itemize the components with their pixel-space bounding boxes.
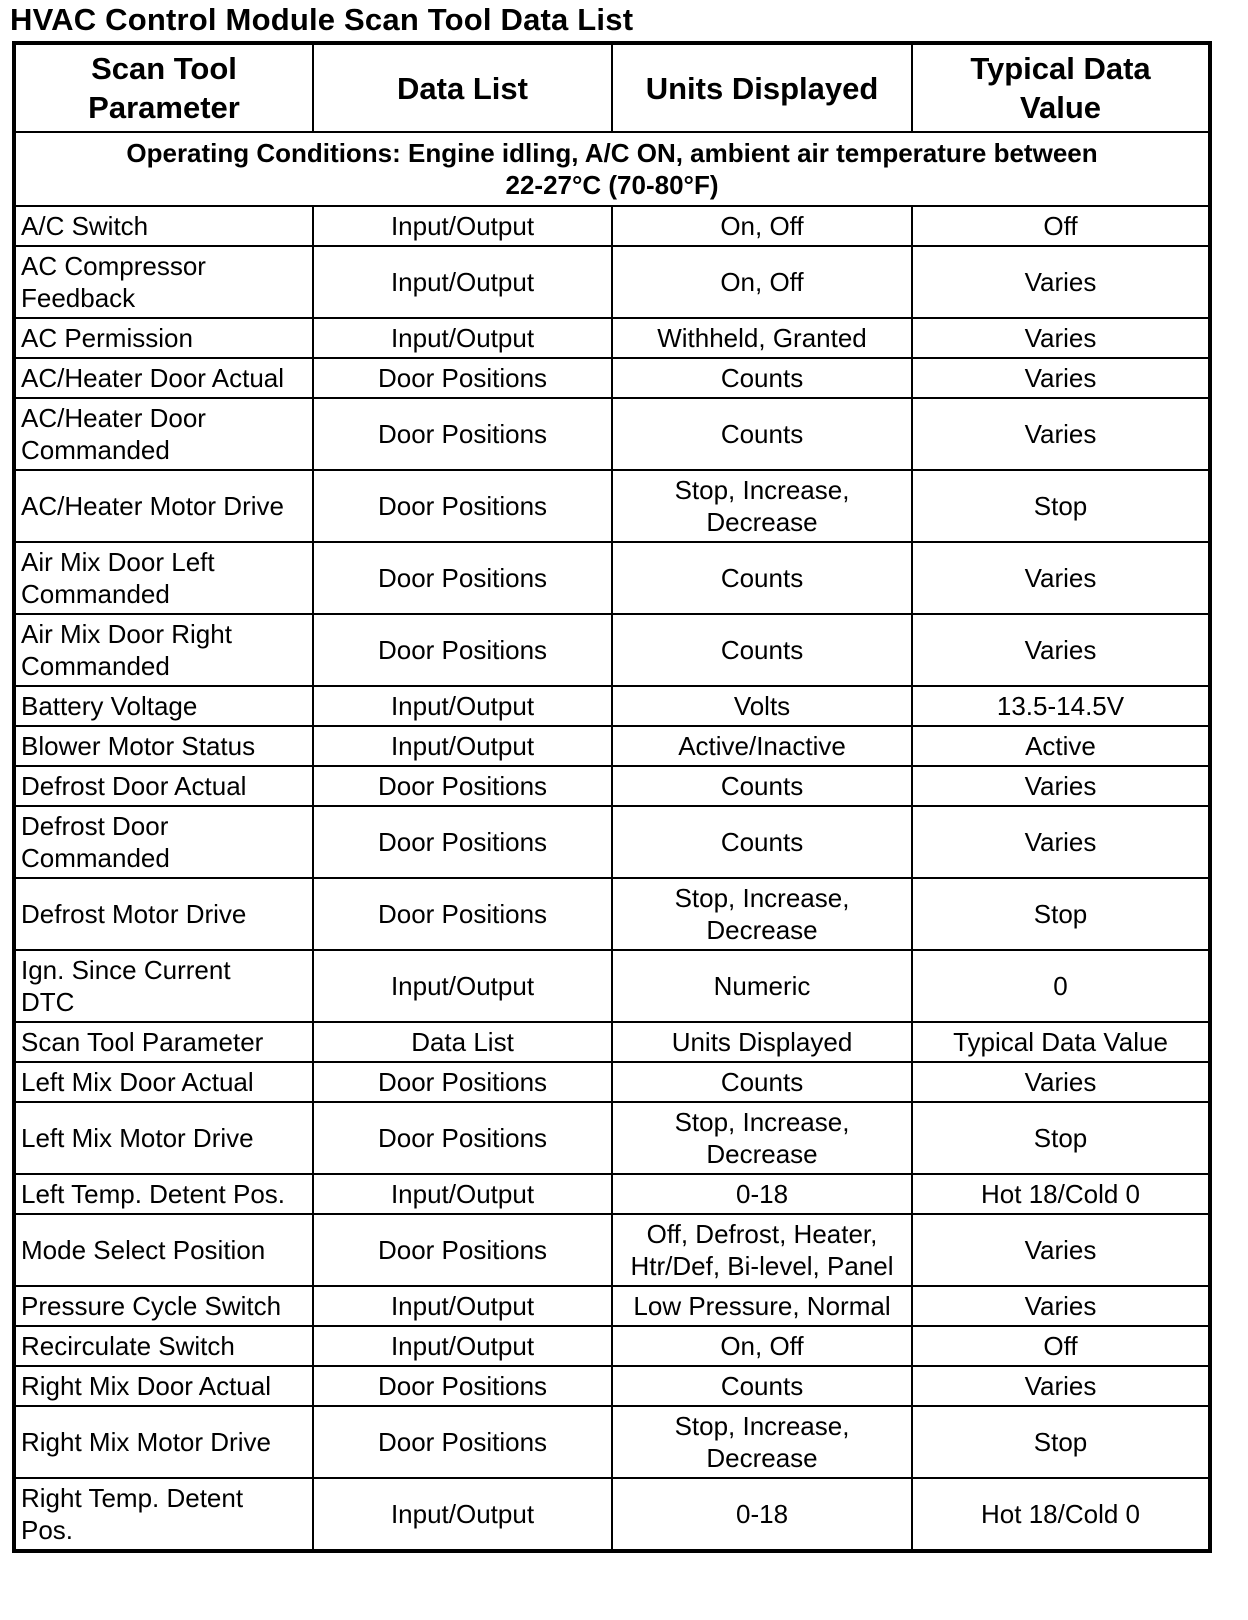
table-row (14, 542, 1210, 614)
cell-data-list: Door Positions (313, 1214, 612, 1286)
cell-data-list: Input/Output (313, 1174, 612, 1214)
cell-text: Right Mix Door Actual (21, 1371, 271, 1401)
cell-typical-value: Typical Data Value (912, 1022, 1210, 1062)
cell-text: Counts (720, 563, 804, 593)
cell-data-list: Input/Output (313, 726, 612, 766)
cell-units (612, 1022, 912, 1062)
cell-typical-value: 13.5-14.5V (912, 686, 1210, 726)
cell-typical-value: Hot 18/Cold 0 (912, 1174, 1210, 1214)
header-units-displayed: Units Displayed (612, 43, 912, 132)
cell-units (612, 1366, 912, 1406)
cell-parameter (14, 614, 313, 686)
cell-parameter (14, 686, 313, 726)
cell-units (612, 1406, 912, 1478)
cell-text: Counts (720, 771, 804, 801)
cell-units (612, 1062, 912, 1102)
cell-text: Volts (733, 691, 791, 721)
table-row (14, 358, 1210, 398)
cell-parameter (14, 398, 313, 470)
table-row (14, 1286, 1210, 1326)
cell-text: AC Compressor (21, 251, 206, 281)
cell-typical-value: Off (912, 1326, 1210, 1366)
cell-text: Pressure Cycle Switch (21, 1291, 282, 1321)
cell-data-list: Input/Output (313, 1326, 612, 1366)
cell-parameter (14, 542, 313, 614)
cell-data-list: Input/Output (313, 686, 612, 726)
cell-units (612, 206, 912, 246)
cell-typical-value: Stop (912, 878, 1210, 950)
cell-typical-value: 0 (912, 950, 1210, 1022)
cell-units (612, 542, 912, 614)
cell-typical-value: Varies (912, 318, 1210, 358)
cell-text: Active/Inactive (678, 731, 846, 761)
cell-text: Counts (720, 635, 804, 665)
table-row (14, 614, 1210, 686)
cell-parameter (14, 1102, 313, 1174)
cell-text: Left Mix Door Actual (21, 1067, 254, 1097)
cell-units (612, 614, 912, 686)
header-data-list: Data List (313, 43, 612, 132)
cell-typical-value: Varies (912, 398, 1210, 470)
cell-units (612, 878, 912, 950)
cell-typical-value: Hot 18/Cold 0 (912, 1478, 1210, 1551)
cell-text: Counts (720, 363, 804, 393)
table-row (14, 206, 1210, 246)
cell-text: Htr/Def, Bi-level, Panel (630, 1251, 894, 1281)
cell-typical-value: Varies (912, 1366, 1210, 1406)
cell-text: Scan Tool Parameter (21, 1027, 264, 1057)
header-scan-tool-parameter: Scan Tool Parameter (14, 43, 313, 132)
cell-data-list: Door Positions (313, 1102, 612, 1174)
cell-text: Withheld, Granted (657, 323, 867, 353)
operating-conditions-row (14, 132, 1210, 206)
cell-text: DTC (21, 987, 75, 1017)
cell-data-list: Door Positions (313, 806, 612, 878)
cell-units (612, 1478, 912, 1551)
cell-data-list: Door Positions (313, 1406, 612, 1478)
cell-text: Blower Motor Status (21, 731, 256, 761)
cell-text: 0-18 (735, 1179, 789, 1209)
cell-text: A/C Switch (21, 211, 149, 241)
cell-typical-value: Varies (912, 1062, 1210, 1102)
cell-text: Commanded (21, 843, 170, 873)
cell-data-list: Door Positions (313, 614, 612, 686)
cell-text: Numeric (713, 971, 811, 1001)
cell-units (612, 950, 912, 1022)
cell-parameter (14, 1062, 313, 1102)
cell-text: Ign. Since Current (21, 955, 231, 985)
cell-text: 0-18 (735, 1499, 789, 1529)
cell-data-list: Input/Output (313, 206, 612, 246)
cell-typical-value: Off (912, 206, 1210, 246)
cell-text: Off, Defrost, Heater, (646, 1219, 878, 1249)
cell-text: Defrost Door (21, 811, 169, 841)
header-typical-data-value: Typical Data Value (912, 43, 1210, 132)
cell-units (612, 318, 912, 358)
cell-text: Defrost Motor Drive (21, 899, 247, 929)
table-row (14, 950, 1210, 1022)
cell-units (612, 1174, 912, 1214)
cell-typical-value: Varies (912, 1214, 1210, 1286)
cell-typical-value: Stop (912, 1102, 1210, 1174)
cell-parameter (14, 726, 313, 766)
cell-data-list: Door Positions (313, 766, 612, 806)
cell-text: Right Temp. Detent (21, 1483, 244, 1513)
cell-typical-value: Stop (912, 1406, 1210, 1478)
cell-data-list: Door Positions (313, 470, 612, 542)
cell-typical-value: Varies (912, 1286, 1210, 1326)
table-body (14, 132, 1210, 1551)
table-row (14, 1478, 1210, 1551)
cell-text: Stop, Increase, (674, 883, 850, 913)
cell-units (612, 358, 912, 398)
cell-units (612, 1326, 912, 1366)
cell-text: Pos. (21, 1515, 74, 1545)
cell-text: On, Off (720, 267, 804, 297)
cell-text: Left Temp. Detent Pos. (21, 1179, 285, 1209)
cell-typical-value: Varies (912, 806, 1210, 878)
cell-text: Left Mix Motor Drive (21, 1123, 254, 1153)
table-row (14, 806, 1210, 878)
cell-parameter (14, 470, 313, 542)
cell-parameter (14, 318, 313, 358)
cell-typical-value: Active (912, 726, 1210, 766)
cell-text: AC Permission (21, 323, 193, 353)
cell-parameter (14, 878, 313, 950)
cell-parameter (14, 1478, 313, 1551)
cell-data-list: Input/Output (313, 1286, 612, 1326)
cell-data-list: Door Positions (313, 542, 612, 614)
cell-text: Counts (720, 1067, 804, 1097)
table-row (14, 1214, 1210, 1286)
cell-units (612, 1286, 912, 1326)
cell-parameter (14, 1022, 313, 1062)
cell-parameter (14, 766, 313, 806)
cell-text: Stop, Increase, (674, 475, 850, 505)
table-row (14, 1102, 1210, 1174)
cell-text: Commanded (21, 435, 170, 465)
table-header-row (14, 43, 1210, 132)
cell-text: Commanded (21, 651, 170, 681)
cell-parameter (14, 806, 313, 878)
document-title: HVAC Control Module Scan Tool Data List (10, 2, 634, 37)
cell-text: AC/Heater Door (21, 403, 206, 433)
table-row (14, 1326, 1210, 1366)
cell-data-list: Door Positions (313, 358, 612, 398)
table-row (14, 398, 1210, 470)
table-row (14, 878, 1210, 950)
cell-units (612, 1102, 912, 1174)
cell-parameter (14, 1214, 313, 1286)
cell-parameter (14, 206, 313, 246)
cell-text: Low Pressure, Normal (633, 1291, 891, 1321)
table-row (14, 726, 1210, 766)
cell-units (612, 726, 912, 766)
cell-text: Commanded (21, 579, 170, 609)
cell-typical-value: Varies (912, 358, 1210, 398)
cell-data-list: Input/Output (313, 1478, 612, 1551)
cell-typical-value: Varies (912, 246, 1210, 318)
table-row (14, 1406, 1210, 1478)
cell-parameter (14, 246, 313, 318)
table-row (14, 766, 1210, 806)
cell-text: Decrease (706, 1139, 818, 1169)
cell-units (612, 686, 912, 726)
cell-text: AC/Heater Motor Drive (21, 491, 284, 521)
cell-data-list: Data List (313, 1022, 612, 1062)
cell-text: Feedback (21, 283, 136, 313)
cell-data-list: Input/Output (313, 246, 612, 318)
cell-units (612, 246, 912, 318)
cell-text: Counts (720, 419, 804, 449)
cell-parameter (14, 950, 313, 1022)
cell-units (612, 806, 912, 878)
cell-typical-value: Varies (912, 614, 1210, 686)
table-row (14, 1366, 1210, 1406)
cell-parameter (14, 1326, 313, 1366)
cell-data-list: Input/Output (313, 950, 612, 1022)
cell-parameter (14, 1366, 313, 1406)
table-row (14, 1062, 1210, 1102)
cell-data-list: Door Positions (313, 398, 612, 470)
cell-units (612, 766, 912, 806)
cell-data-list: Door Positions (313, 1366, 612, 1406)
cell-text: Decrease (706, 1443, 818, 1473)
cell-data-list: Input/Output (313, 318, 612, 358)
cell-data-list: Door Positions (313, 878, 612, 950)
operating-conditions-cell: Operating Conditions: Engine idling, A/C ON, ambient air temperature between 22-27°C (70-80°F) (14, 132, 1210, 206)
cell-text: Mode Select Position (21, 1235, 266, 1265)
cell-text: On, Off (720, 1331, 804, 1361)
table-row (14, 470, 1210, 542)
cell-parameter (14, 358, 313, 398)
table-row (14, 1022, 1210, 1062)
cell-text: Air Mix Door Right (21, 619, 232, 649)
cell-text: Counts (720, 827, 804, 857)
cell-text: On, Off (720, 211, 804, 241)
cell-text: Decrease (706, 507, 818, 537)
cell-text: Recirculate Switch (21, 1331, 235, 1361)
scan-tool-data-table (12, 41, 1212, 1553)
cell-text: Units Displayed (671, 1027, 853, 1057)
cell-text: AC/Heater Door Actual (21, 363, 285, 393)
cell-text: Decrease (706, 915, 818, 945)
table-row (14, 318, 1210, 358)
cell-data-list: Door Positions (313, 1062, 612, 1102)
cell-units (612, 1214, 912, 1286)
cell-text: Right Mix Motor Drive (21, 1427, 271, 1457)
cell-parameter (14, 1286, 313, 1326)
cell-typical-value: Varies (912, 766, 1210, 806)
cell-parameter (14, 1406, 313, 1478)
table-row (14, 1174, 1210, 1214)
cell-text: Stop, Increase, (674, 1411, 850, 1441)
cell-text: Battery Voltage (21, 691, 198, 721)
cell-units (612, 398, 912, 470)
table-row (14, 686, 1210, 726)
cell-parameter (14, 1174, 313, 1214)
cell-units (612, 470, 912, 542)
table-row (14, 246, 1210, 318)
cell-text: Counts (720, 1371, 804, 1401)
cell-text: Defrost Door Actual (21, 771, 247, 801)
cell-text: Stop, Increase, (674, 1107, 850, 1137)
cell-typical-value: Stop (912, 470, 1210, 542)
cell-typical-value: Varies (912, 542, 1210, 614)
cell-text: Air Mix Door Left (21, 547, 215, 577)
